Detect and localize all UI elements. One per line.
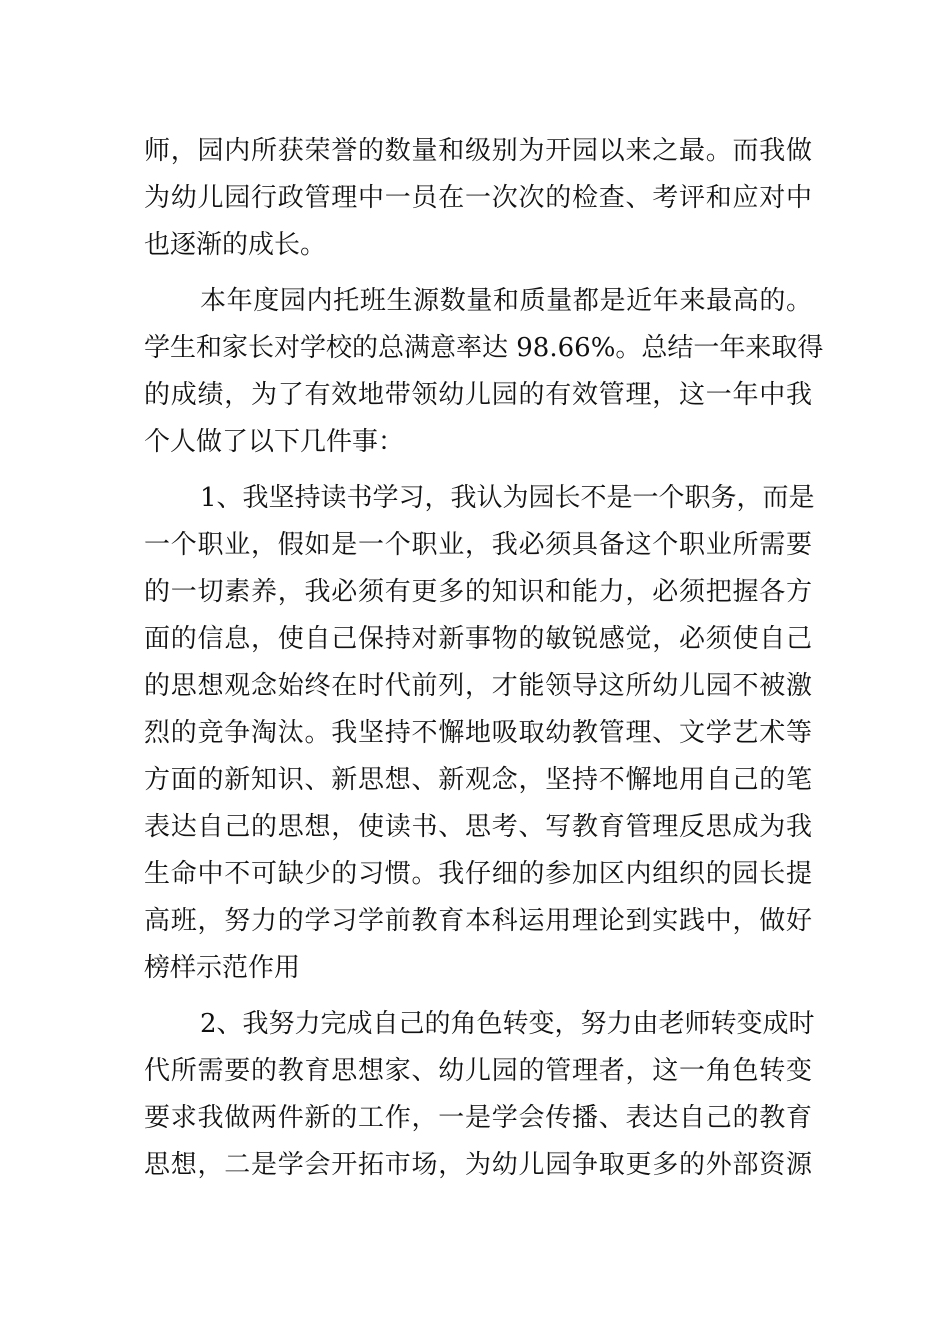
text-line: 生命中不可缺少的习惯。我仔细的参加区内组织的园长提 xyxy=(144,859,812,889)
text-line: 学生和家长对学校的总满意率达 98.66%。总结一年来取得 xyxy=(144,333,824,363)
text-line: 表达自己的思想，使读书、思考、写教育管理反思成为我 xyxy=(144,812,812,842)
text-line: 面的信息，使自己保持对新事物的敏锐感觉，必须使自己 xyxy=(144,624,812,654)
text-line: 思想，二是学会开拓市场，为幼儿园争取更多的外部资源 xyxy=(144,1150,812,1180)
text-line: 榜样示范作用 xyxy=(144,953,301,983)
text-line: 2、我努力完成自己的角色转变，努力由老师转变成时 xyxy=(200,1009,815,1039)
text-line: 一个职业，假如是一个职业，我必须具备这个职业所需要 xyxy=(144,530,812,560)
text-line: 的一切素养，我必须有更多的知识和能力，必须把握各方 xyxy=(144,577,812,607)
paragraph-1 xyxy=(144,128,812,269)
text-line: 烈的竞争淘汰。我坚持不懈地吸取幼教管理、文学艺术等 xyxy=(144,718,812,748)
document-body xyxy=(144,128,824,1189)
paragraph-4 xyxy=(144,1001,815,1189)
text-line: 也逐渐的成长。 xyxy=(144,230,327,260)
text-line: 要求我做两件新的工作，一是学会传播、表达自己的教育 xyxy=(144,1103,812,1133)
text-line: 代所需要的教育思想家、幼儿园的管理者，这一角色转变 xyxy=(144,1056,812,1086)
text-line: 本年度园内托班生源数量和质量都是近年来最高的。 xyxy=(200,286,812,316)
text-line: 师，园内所获荣誉的数量和级别为开园以来之最。而我做 xyxy=(144,136,812,166)
text-line: 1、我坚持读书学习，我认为园长不是一个职务，而是 xyxy=(200,483,815,513)
text-line: 的思想观念始终在时代前列，才能领导这所幼儿园不被激 xyxy=(144,671,812,701)
text-line: 个人做了以下几件事： xyxy=(144,427,405,457)
paragraph-3 xyxy=(144,475,815,992)
paragraph-2 xyxy=(144,278,824,466)
text-line: 的成绩，为了有效地带领幼儿园的有效管理，这一年中我 xyxy=(144,380,812,410)
text-line: 方面的新知识、新思想、新观念，坚持不懈地用自己的笔 xyxy=(144,765,812,795)
text-line: 高班，努力的学习学前教育本科运用理论到实践中，做好 xyxy=(144,906,812,936)
text-line: 为幼儿园行政管理中一员在一次次的检查、考评和应对中 xyxy=(144,183,812,213)
